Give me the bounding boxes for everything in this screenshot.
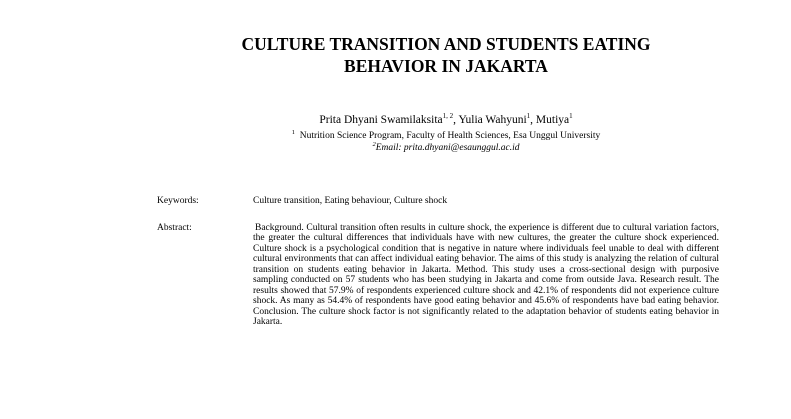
author-separator: , (530, 114, 536, 126)
email-marker: 2 (372, 140, 376, 148)
author-name: Prita Dhyani Swamilaksita (319, 114, 443, 126)
paper-title (150, 33, 742, 77)
affiliation-marker: 1 (291, 128, 295, 136)
author-affiliation-marker: 1 (526, 112, 531, 121)
author-affiliation-marker: 1 (569, 112, 573, 121)
keywords-value: Culture transition, Eating behaviour, Culture shock (253, 196, 448, 206)
author-separator: , (453, 114, 459, 126)
author-name: Mutiya (535, 114, 570, 126)
email-text: Email: prita.dhyani@esaunggul.ac.id (375, 143, 520, 153)
abstract-body: Background. Cultural transition often results in culture shock, the experience is different due to cultural variation factors, the greater the cultural differences that individuals have with new cultures, the greater the culture shock experienced. Culture shock is a psychological condition that is negative in nature where individuals feel unable to deal with different cultural environments that can affect individual eating behavior. The aims of this study is analyzing the relation of cultural transition on students eating behavior in Jakarta. Method. This study uses a cross-sectional design with purposive sampling conducted on 57 students who has been studying in Jakarta and come from outside Java. Research result. The results showed that 57.9% of respondents experienced culture shock and 42.1% of respondents did not experience culture shock. As many as 54.4% of respondents have good eating behavior and 45.6% of respondents have bad eating behavior. Conclusion. The culture shock factor is not significantly related to the adaptation behavior of students eating behavior in Jakarta. (253, 223, 719, 328)
author-name: Yulia Wahyuni (458, 114, 527, 126)
author-list (150, 114, 742, 127)
affiliation (150, 130, 742, 142)
author-affiliation-marker: 1, 2 (442, 112, 454, 121)
paper-title-line-2: BEHAVIOR IN JAKARTA (344, 56, 548, 76)
affiliation-text: Nutrition Science Program, Faculty of Health Sciences, Esa Unggul University (299, 131, 601, 141)
abstract-label: Abstract: (157, 223, 192, 233)
keywords-label: Keywords: (157, 196, 199, 206)
corresponding-email (150, 142, 742, 154)
paper-title-line-1: CULTURE TRANSITION AND STUDENTS EATING (241, 34, 651, 54)
